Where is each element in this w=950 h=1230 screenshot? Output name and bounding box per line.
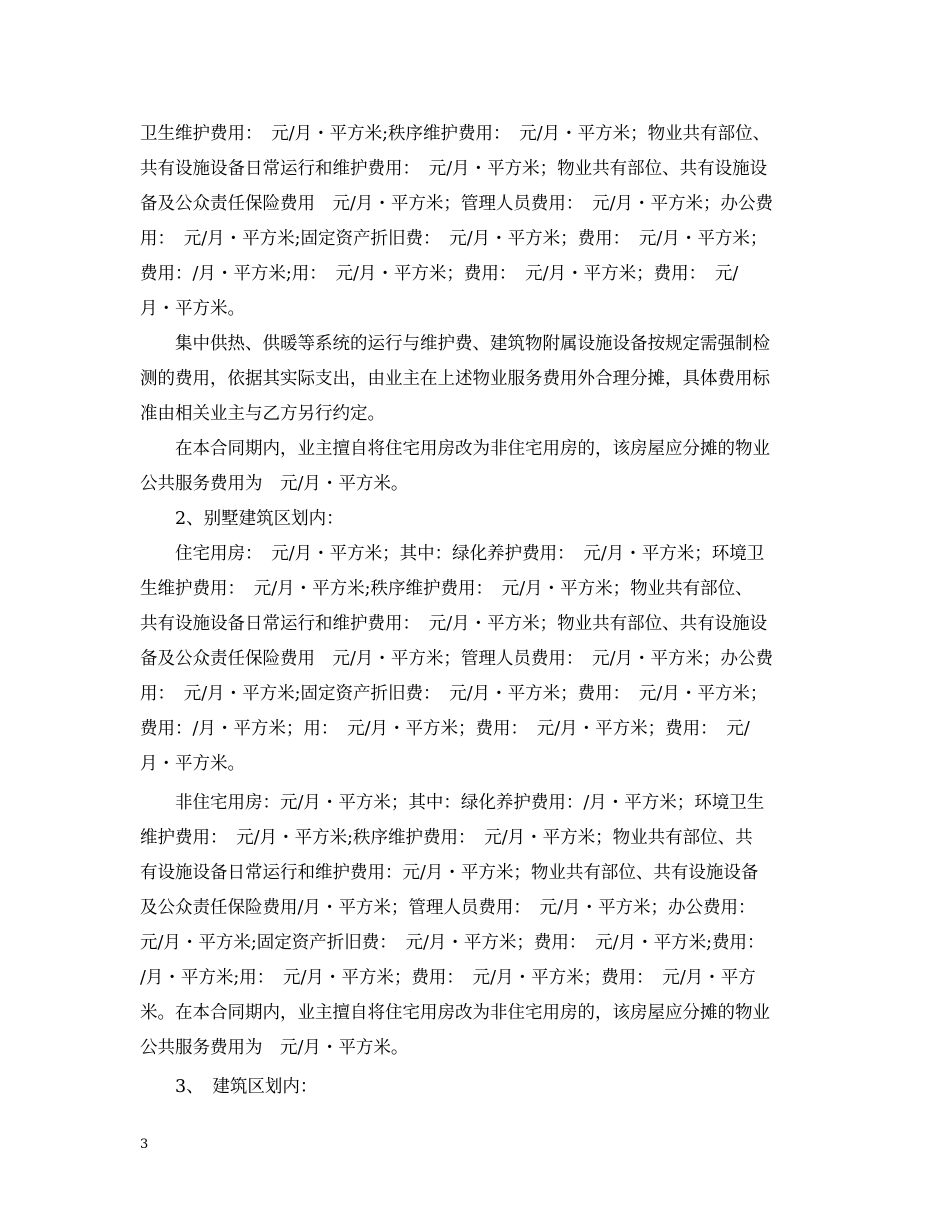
section-heading: 3、 建筑区划内：: [140, 1077, 318, 1097]
text-line: 集中供热、供暖等系统的运行与维护费、建筑物附属设施设备按规定需强制检: [140, 334, 770, 354]
text-line: 备及公众责任保险费用 元/月・平方米；管理人员费用： 元/月・平方米；办公费: [140, 649, 774, 669]
text-line: 月・平方米。: [140, 299, 245, 319]
text-line: 用： 元/月・平方米;固定资产折旧费： 元/月・平方米；费用： 元/月・平方米；: [140, 229, 768, 249]
text-line: /月・平方米;用： 元/月・平方米；费用： 元/月・平方米；费用： 元/月・平方: [140, 968, 756, 988]
text-line: 费用：/月・平方米；用： 元/月・平方米；费用： 元/月・平方米；费用： 元/: [140, 719, 750, 739]
text-line: 共有设施设备日常运行和维护费用： 元/月・平方米；物业共有部位、共有设施设: [140, 614, 768, 634]
text-line: 维护费用： 元/月・平方米;秩序维护费用： 元/月・平方米；物业共有部位、共: [140, 828, 753, 848]
text-line: 住宅用房： 元/月・平方米；其中：绿化养护费用： 元/月・平方米；环境卫: [140, 544, 765, 564]
text-line: 公共服务费用为 元/月・平方米。: [140, 1038, 409, 1058]
text-line: 及公众责任保险费用/月・平方米；管理人员费用： 元/月・平方米；办公费用：: [140, 898, 756, 918]
text-line: 生维护费用： 元/月・平方米;秩序维护费用： 元/月・平方米；物业共有部位、: [140, 579, 753, 599]
text-line: 测的费用，依据其实际支出，由业主在上述物业服务费用外合理分摊，具体费用标: [140, 369, 770, 389]
page-number: 3: [140, 1137, 149, 1152]
text-line: 在本合同期内，业主擅自将住宅用房改为非住宅用房的，该房屋应分摊的物业: [140, 439, 770, 459]
text-line: 月・平方米。: [140, 754, 245, 774]
text-line: 准由相关业主与乙方另行约定。: [140, 404, 385, 424]
text-line: 卫生维护费用： 元/月・平方米;秩序维护费用： 元/月・平方米；物业共有部位、: [140, 124, 771, 144]
text-line: 备及公众责任保险费用 元/月・平方米；管理人员费用： 元/月・平方米；办公费: [140, 194, 774, 214]
text-line: 元/月・平方米;固定资产折旧费： 元/月・平方米；费用： 元/月・平方米;费用：: [140, 933, 765, 953]
text-line: 共有设施设备日常运行和维护费用： 元/月・平方米；物业共有部位、共有设施设: [140, 159, 768, 179]
text-line: 用： 元/月・平方米;固定资产折旧费： 元/月・平方米；费用： 元/月・平方米；: [140, 684, 768, 704]
text-line: 有设施设备日常运行和维护费用：元/月・平方米；物业共有部位、共有设施设备: [140, 863, 759, 883]
text-line: 米。在本合同期内，业主擅自将住宅用房改为非住宅用房的，该房屋应分摊的物业: [140, 1003, 770, 1023]
section-heading: 2、别墅建筑区划内：: [140, 509, 344, 529]
text-line: 公共服务费用为 元/月・平方米。: [140, 474, 409, 494]
text-line: 非住宅用房：元/月・平方米；其中：绿化养护费用：/月・平方米；环境卫生: [140, 793, 765, 813]
text-line: 费用：/月・平方米;用： 元/月・平方米；费用： 元/月・平方米；费用： 元/: [140, 264, 739, 284]
